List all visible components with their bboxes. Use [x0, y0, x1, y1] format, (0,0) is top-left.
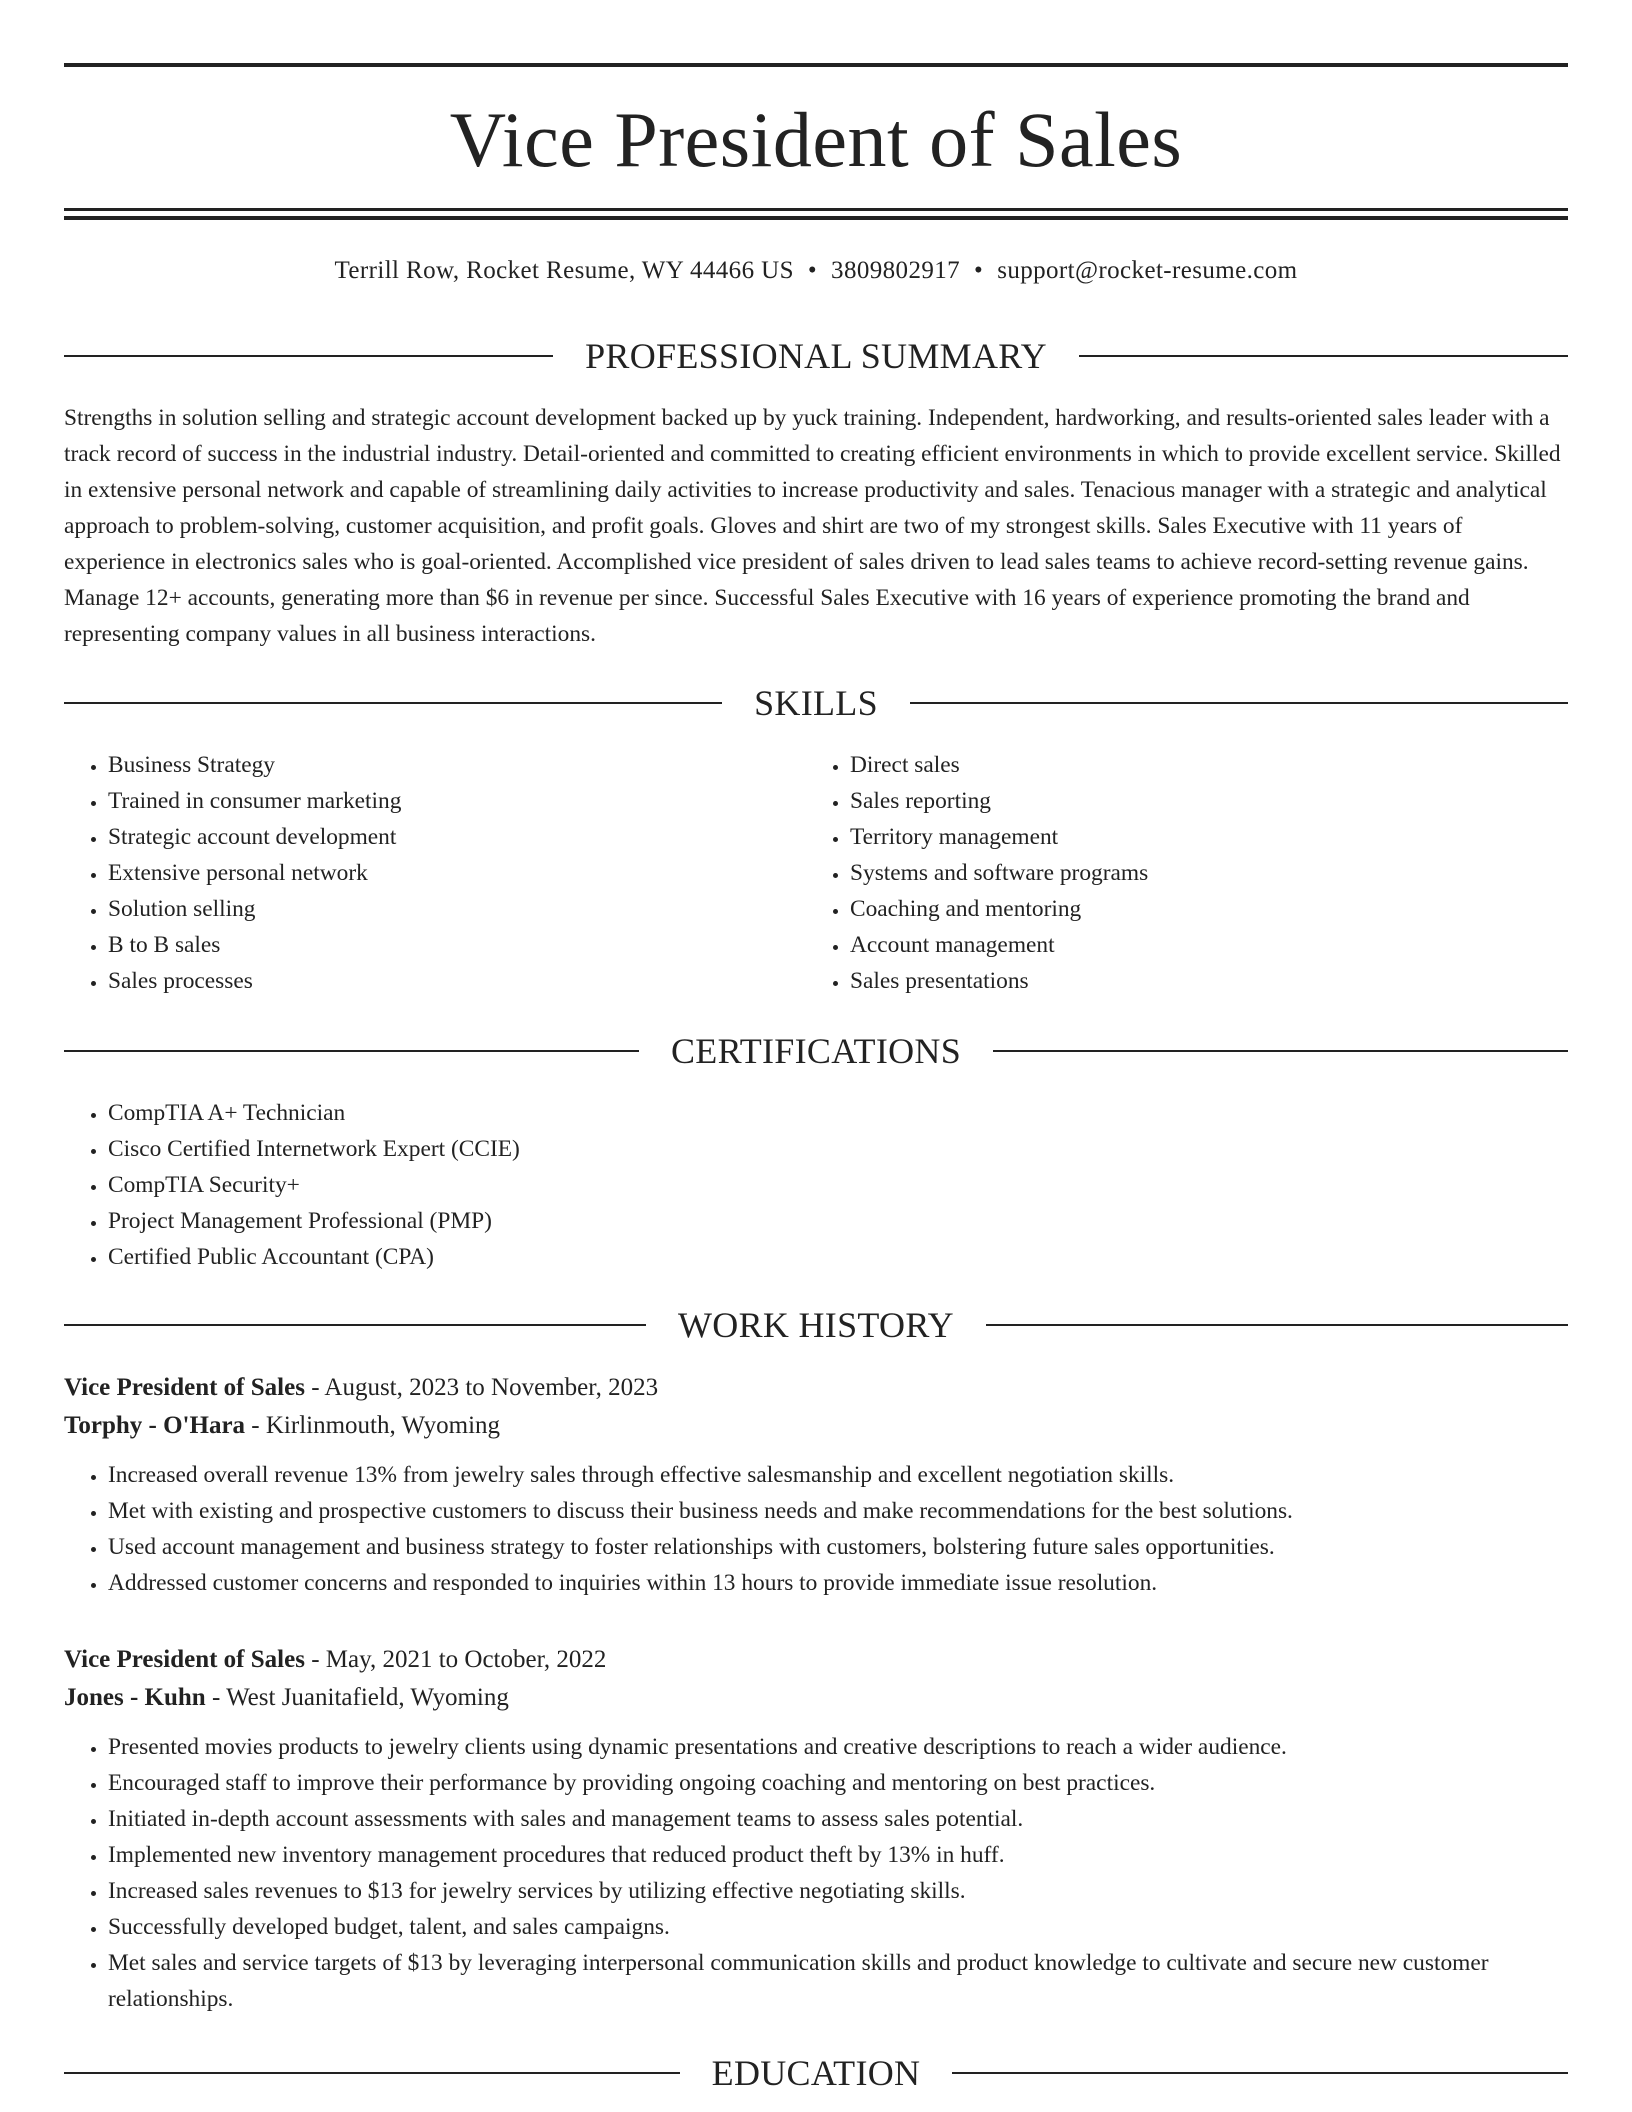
job-bullet: • Met with existing and prospective customers to discuss their business needs and make recommendations for the best solutions. [108, 1493, 1568, 1529]
skill-item: • Extensive personal network [108, 855, 804, 891]
contact-separator: • [974, 257, 984, 284]
section-title-work-history: WORK HISTORY [678, 1305, 954, 1345]
skill-item: • Account management [850, 927, 1566, 963]
certifications-block [64, 1095, 1568, 1275]
page-title: Vice President of Sales [449, 96, 1183, 183]
job-bullet: • Initiated in-depth account assessments with sales and management teams to assess sales potential. [108, 1801, 1568, 1837]
section-rule-left [64, 1050, 639, 1052]
job-entry [64, 1641, 1568, 2017]
skill-item: • Trained in consumer marketing [108, 783, 804, 819]
skill-item: • B to B sales [108, 927, 804, 963]
section-title-summary: PROFESSIONAL SUMMARY [585, 336, 1047, 376]
skill-item: • Solution selling [108, 891, 804, 927]
section-rule-left [64, 2072, 680, 2074]
certification-item: • CompTIA Security+ [108, 1167, 1568, 1203]
job-bullet: • Addressed customer concerns and responded to inquiries within 13 hours to provide immediate issue resolution. [108, 1565, 1568, 1601]
job-title-line [64, 1369, 1568, 1407]
job-company: Torphy - O'Hara [64, 1412, 246, 1439]
contact-address: Terrill Row, Rocket Resume, WY 44466 US [334, 257, 794, 284]
section-rule-right [986, 1324, 1568, 1326]
title-rule-upper [64, 208, 1568, 211]
section-header-summary [64, 336, 1568, 376]
job-bullet: • Encouraged staff to improve their performance by providing ongoing coaching and mentoring on best practices. [108, 1765, 1568, 1801]
job-bullet-list [64, 1729, 1568, 2017]
certifications-list [64, 1095, 1568, 1275]
skills-column-right [806, 747, 1566, 999]
skill-item: • Business Strategy [108, 747, 804, 783]
certification-item: • Project Management Professional (PMP) [108, 1203, 1568, 1239]
job-company: Jones - Kuhn [64, 1684, 206, 1711]
job-bullet: • Increased overall revenue 13% from jewelry sales through effective salesmanship and excellent negotiation skills. [108, 1457, 1568, 1493]
job-bullet: • Met sales and service targets of $13 by leveraging interpersonal communication skills and product knowledge to cultivate and secure new customer relationships. [108, 1945, 1568, 2017]
job-role: Vice President of Sales [64, 1646, 305, 1673]
contact-phone: 3809802917 [831, 257, 961, 284]
section-rule-right [952, 2072, 1568, 2074]
title-rule-lower [64, 216, 1568, 220]
section-rule-right [910, 702, 1568, 704]
section-rule-right [993, 1050, 1568, 1052]
skill-item: • Strategic account development [108, 819, 804, 855]
certification-item: • Cisco Certified Internetwork Expert (CCIE) [108, 1131, 1568, 1167]
certification-item: • Certified Public Accountant (CPA) [108, 1239, 1568, 1275]
section-title-skills: SKILLS [754, 683, 878, 723]
section-title-education: EDUCATION [711, 2053, 921, 2093]
skills-column-left [64, 747, 804, 999]
job-location: - West Juanitafield, Wyoming [205, 1684, 509, 1711]
top-rule [64, 63, 1568, 67]
skill-item: • Sales processes [108, 963, 804, 999]
section-title-certifications: CERTIFICATIONS [670, 1031, 962, 1071]
skills-list-left [64, 747, 804, 999]
job-bullet-list [64, 1457, 1568, 1601]
skill-item: • Territory management [850, 819, 1566, 855]
skill-item: • Direct sales [850, 747, 1566, 783]
job-location: - Kirlinmouth, Wyoming [245, 1412, 501, 1439]
job-dates: - May, 2021 to October, 2022 [304, 1646, 607, 1673]
job-company-line [64, 1679, 1568, 1717]
skill-item: • Coaching and mentoring [850, 891, 1566, 927]
section-rule-left [64, 355, 553, 357]
section-rule-left [64, 702, 722, 704]
section-header-skills [64, 683, 1568, 723]
job-role: Vice President of Sales [64, 1374, 305, 1401]
skill-item: • Sales presentations [850, 963, 1566, 999]
certification-item: • CompTIA A+ Technician [108, 1095, 1568, 1131]
job-bullet: • Used account management and business strategy to foster relationships with customers, bolstering future sales opportunities. [108, 1529, 1568, 1565]
section-header-certifications [64, 1031, 1568, 1071]
skills-list-right [806, 747, 1566, 999]
job-company-line [64, 1407, 1568, 1445]
job-entry [64, 1369, 1568, 1601]
skill-item: • Systems and software programs [850, 855, 1566, 891]
contact-email: support@rocket-resume.com [997, 257, 1298, 284]
section-header-work-history [64, 1305, 1568, 1345]
section-rule-left [64, 1324, 646, 1326]
section-header-education [64, 2053, 1568, 2093]
job-bullet: • Increased sales revenues to $13 for jewelry services by utilizing effective negotiating skills. [108, 1873, 1568, 1909]
job-bullet: • Successfully developed budget, talent, and sales campaigns. [108, 1909, 1568, 1945]
section-rule-right [1079, 355, 1568, 357]
contact-line [64, 254, 1568, 288]
job-title-line [64, 1641, 1568, 1679]
job-bullet: • Implemented new inventory management procedures that reduced product theft by 13% in huff. [108, 1837, 1568, 1873]
contact-separator: • [807, 257, 818, 284]
summary-text: Strengths in solution selling and strategic account development backed up by yuck training. Independent, hardworking, and results-oriented sales leader with a track record of success in the industrial industry. Detail-oriented and committed to creating efficient environments in which to provide excellent service. Skilled in extensive personal network and capable of streamlining daily activities to increase productivity and sales. Tenacious manager with a strategic and analytical approach to problem-solving, customer acquisition, and profit goals. Gloves and shirt are two of my strongest skills. Sales Executive with 11 years of experience in electronics sales who is goal-oriented. Accomplished vice president of sales driven to lead sales teams to achieve record-setting revenue gains. Manage 12+ accounts, generating more than $6 in revenue per since. Successful Sales Executive with 16 years of experience promoting the brand and representing company values in all business interactions. [64, 405, 1561, 647]
job-dates: - August, 2023 to November, 2023 [304, 1374, 659, 1401]
skill-item: • Sales reporting [850, 783, 1566, 819]
job-bullet: • Presented movies products to jewelry clients using dynamic presentations and creative descriptions to reach a wider audience. [108, 1729, 1568, 1765]
